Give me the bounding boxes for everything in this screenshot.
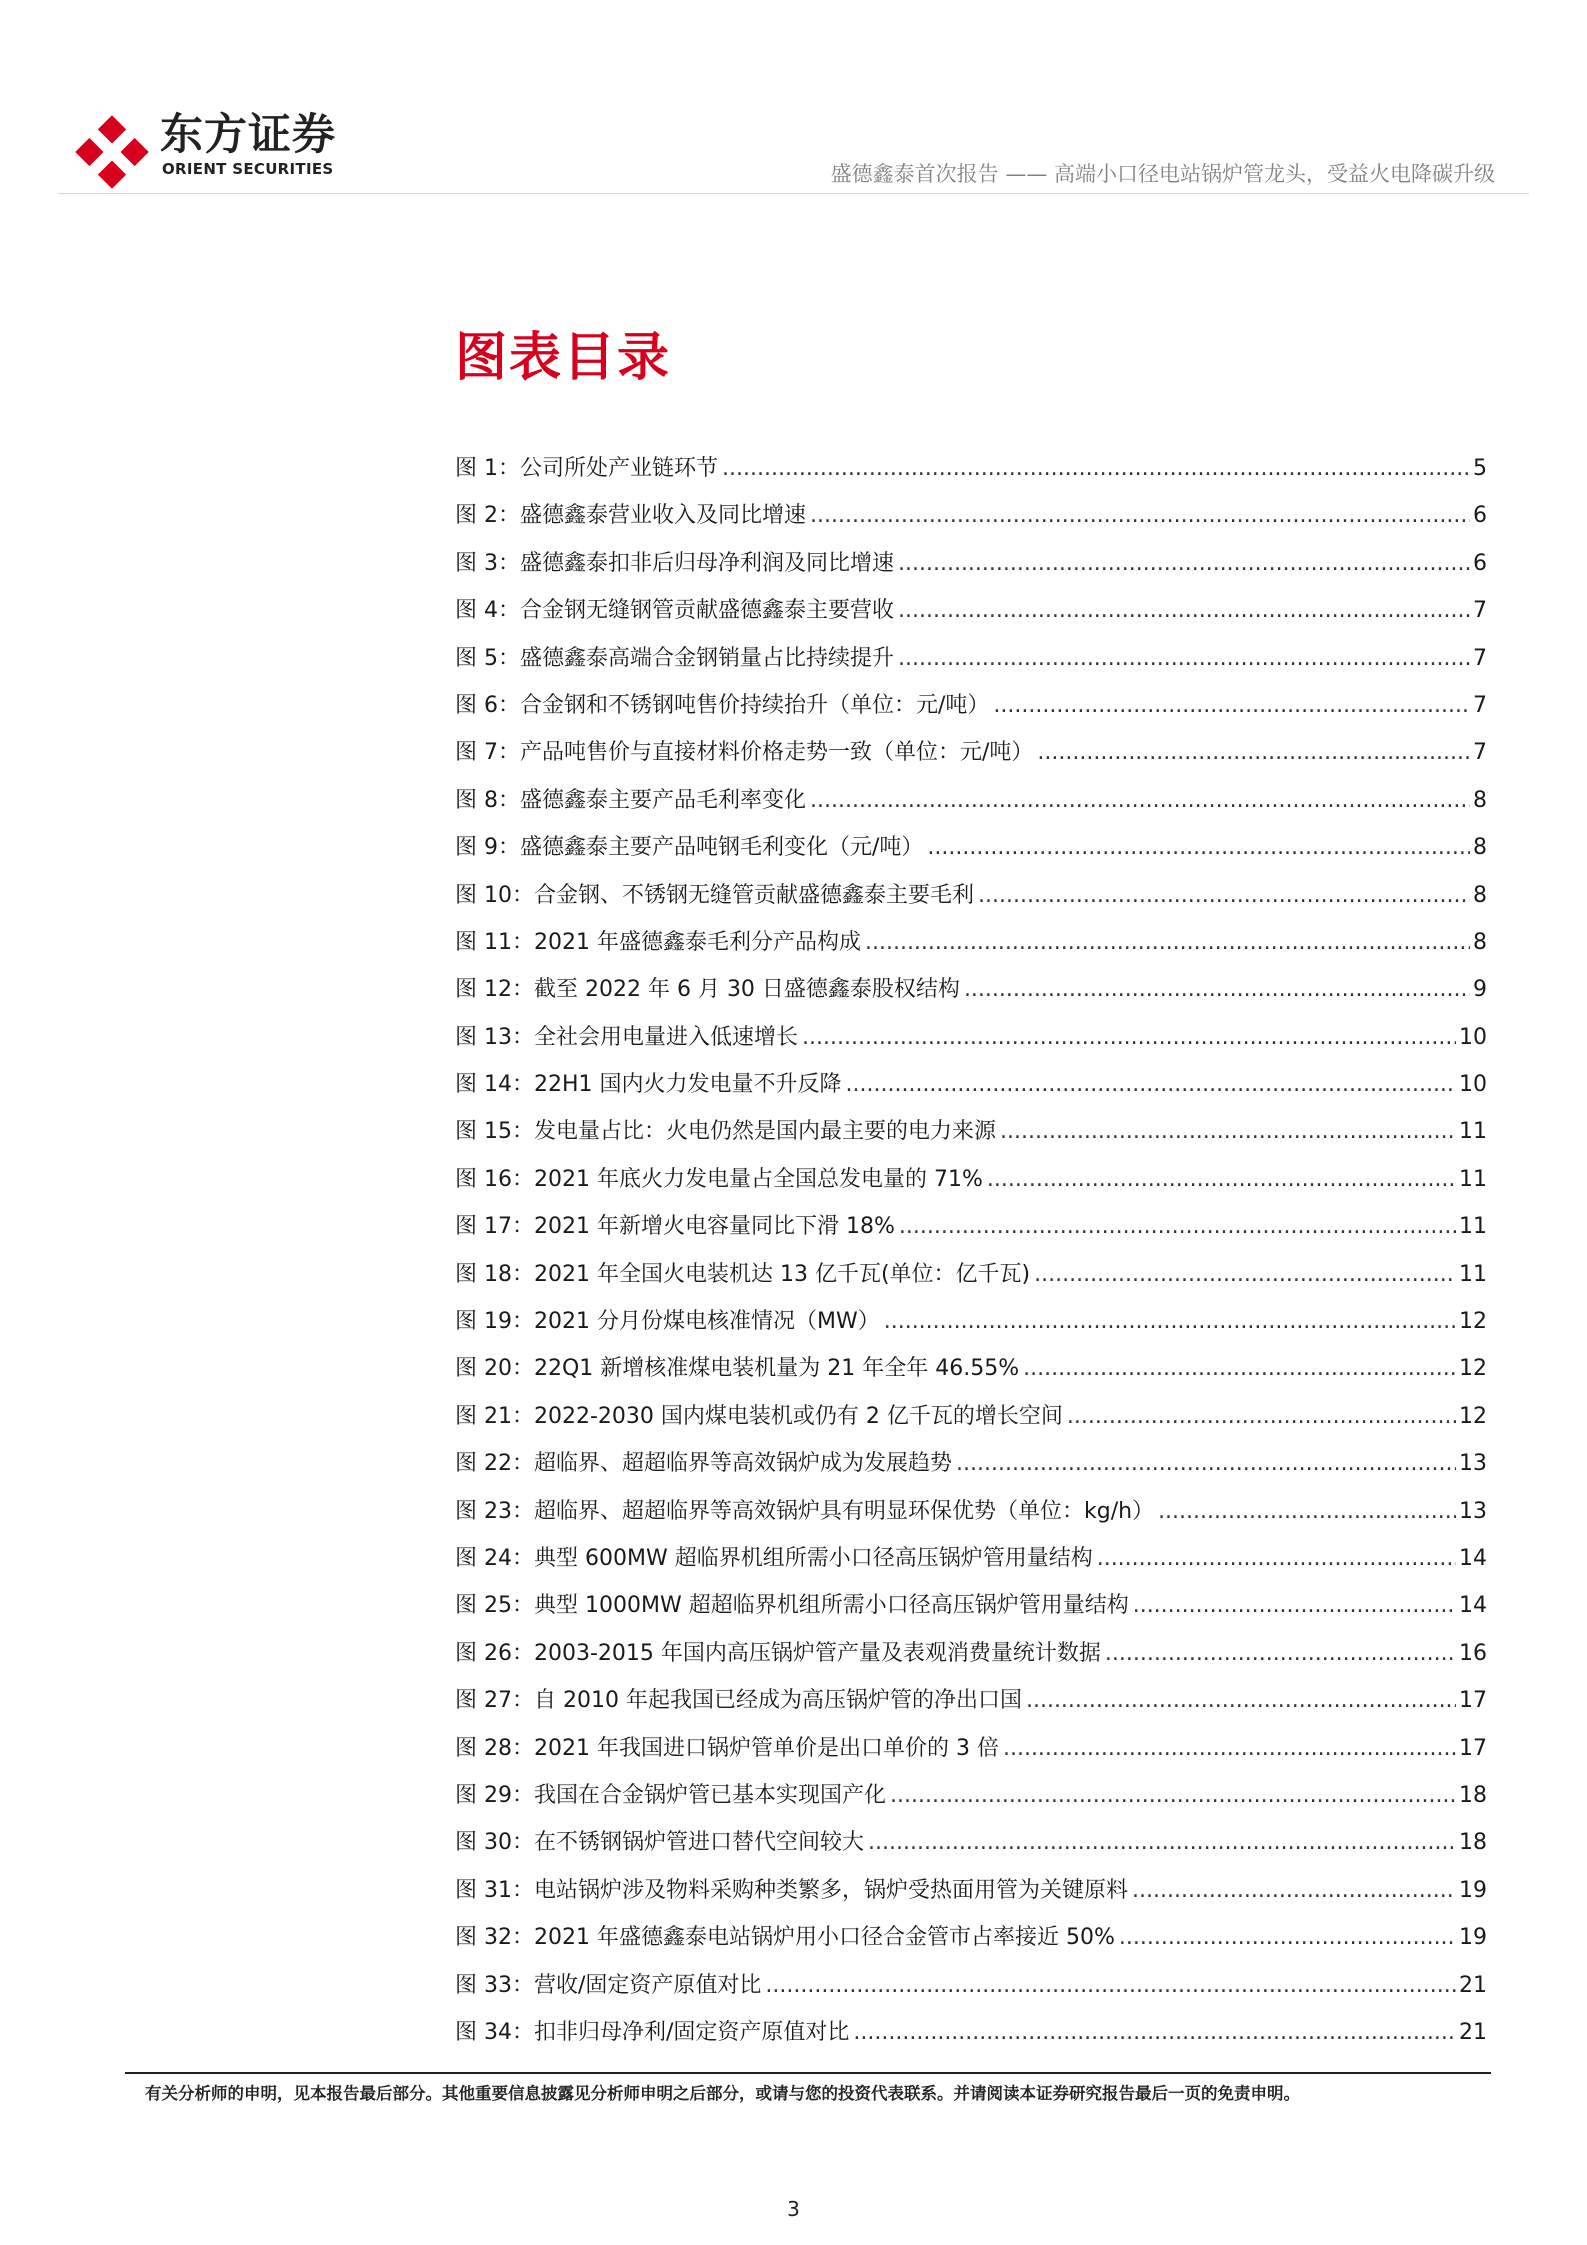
toc-entry[interactable] <box>455 1582 1487 1629</box>
toc-entry-page: 9 <box>1473 977 1487 1003</box>
toc-dot-leader <box>978 872 1470 919</box>
toc-entry[interactable] <box>455 540 1487 587</box>
toc-entry[interactable] <box>455 445 1487 492</box>
toc-entry[interactable] <box>455 1203 1487 1250</box>
toc-dot-leader <box>1158 1488 1456 1535</box>
toc-dot-leader <box>846 1061 1456 1108</box>
toc-entry-page: 8 <box>1473 787 1487 813</box>
toc-entry[interactable] <box>455 1488 1487 1535</box>
toc-dot-leader <box>898 540 1470 587</box>
toc-dot-leader <box>1097 1535 1456 1582</box>
toc-entry-label: 图 31：电站锅炉涉及物料采购种类繁多，锅炉受热面用管为关键原料 <box>455 1877 1128 1903</box>
toc-entry-page: 17 <box>1459 1735 1487 1761</box>
toc-entry[interactable] <box>455 1725 1487 1772</box>
toc-entry-page: 7 <box>1473 692 1487 718</box>
toc-entry-label: 图 24：典型 600MW 超临界机组所需小口径高压锅炉管用量结构 <box>455 1545 1093 1571</box>
toc-entry-label: 图 6：合金钢和不锈钢吨售价持续抬升（单位：元/吨） <box>455 692 990 718</box>
toc-entry-page: 21 <box>1459 2019 1487 2045</box>
toc-entry[interactable] <box>455 1298 1487 1345</box>
toc-entry-label: 图 29：我国在合金锅炉管已基本实现国产化 <box>455 1782 886 1808</box>
toc-entry-page: 7 <box>1473 598 1487 624</box>
toc-dot-leader <box>1034 1251 1456 1298</box>
toc-entry-label: 图 26：2003-2015 年国内高压锅炉管产量及表观消费量统计数据 <box>455 1640 1101 1666</box>
footer-divider <box>125 2072 1491 2074</box>
toc-entry[interactable] <box>455 492 1487 539</box>
toc-entry-label: 图 8：盛德鑫泰主要产品毛利率变化 <box>455 787 806 813</box>
toc-entry-label: 图 4：合金钢无缝钢管贡献盛德鑫泰主要营收 <box>455 598 894 624</box>
toc-entry-label: 图 32：2021 年盛德鑫泰电站锅炉用小口径合金管市占率接近 50% <box>455 1925 1115 1951</box>
toc-entry[interactable] <box>455 1393 1487 1440</box>
toc-entry-page: 10 <box>1459 1024 1487 1050</box>
toc-entry[interactable] <box>455 1108 1487 1155</box>
toc-entry-page: 11 <box>1459 1214 1487 1240</box>
toc-entry-page: 8 <box>1473 882 1487 908</box>
toc-entry[interactable] <box>455 1061 1487 1108</box>
toc-entry[interactable] <box>455 1345 1487 1392</box>
toc-entry-label: 图 7：产品吨售价与直接材料价格走势一致（单位：元/吨） <box>455 740 1034 766</box>
toc-dot-leader <box>964 966 1470 1013</box>
disclaimer-text: 有关分析师的申明，见本报告最后部分。其他重要信息披露见分析师申明之后部分，或请与您的投资代表联系。并请阅读本证券研究报告最后一页的免责申明。 <box>145 2084 1300 2103</box>
toc-entry-label: 图 18：2021 年全国火电装机达 13 亿千瓦(单位：亿千瓦) <box>455 1261 1031 1287</box>
toc-entry-label: 图 11：2021 年盛德鑫泰毛利分产品构成 <box>455 929 861 955</box>
toc-dot-leader <box>1119 1914 1456 1961</box>
toc-entry-label: 图 20：22Q1 新增核准煤电装机量为 21 年全年 46.55% <box>455 1356 1020 1382</box>
toc-entry[interactable] <box>455 966 1487 1013</box>
toc-entry-page: 8 <box>1473 929 1487 955</box>
toc-entry-label: 图 10：合金钢、不锈钢无缝管贡献盛德鑫泰主要毛利 <box>455 882 974 908</box>
toc-entry-label: 图 5：盛德鑫泰高端合金钢销量占比持续提升 <box>455 645 894 671</box>
toc-entry-page: 18 <box>1459 1830 1487 1856</box>
toc-dot-leader <box>890 1772 1456 1819</box>
toc-entry-page: 11 <box>1459 1119 1487 1145</box>
toc-entry-label: 图 30：在不锈钢锅炉管进口替代空间较大 <box>455 1830 864 1856</box>
toc-entry-page: 19 <box>1459 1877 1487 1903</box>
toc-entry-page: 11 <box>1459 1166 1487 1192</box>
orient-securities-logo-icon <box>72 112 152 192</box>
toc-entry-page: 5 <box>1473 456 1487 481</box>
toc-entry[interactable] <box>455 587 1487 634</box>
toc-dot-leader <box>868 1819 1456 1866</box>
toc-entry-label: 图 13：全社会用电量进入低速增长 <box>455 1024 798 1050</box>
toc-entry-page: 16 <box>1459 1640 1487 1666</box>
toc-entry-label: 图 23：超临界、超超临界等高效锅炉具有明显环保优势（单位：kg/h） <box>455 1498 1155 1524</box>
toc-entry-label: 图 21：2022-2030 国内煤电装机或仍有 2 亿千瓦的增长空间 <box>455 1403 1063 1429</box>
logo-chinese-name: 东方证券 <box>160 110 336 160</box>
report-header-title: 盛德鑫泰首次报告 —— 高端小口径电站锅炉管龙头，受益火电降碳升级 <box>830 162 1495 186</box>
toc-entry-label: 图 2：盛德鑫泰营业收入及同比增速 <box>455 503 806 529</box>
toc-entry-page: 21 <box>1459 1972 1487 1998</box>
toc-entry-page: 19 <box>1459 1925 1487 1951</box>
toc-entry-label: 图 15：发电量占比：火电仍然是国内最主要的电力来源 <box>455 1119 996 1145</box>
toc-entry[interactable] <box>455 635 1487 682</box>
toc-dot-leader <box>927 824 1470 871</box>
toc-entry-page: 7 <box>1473 645 1487 671</box>
toc-dot-leader <box>1133 1582 1456 1629</box>
toc-entry[interactable] <box>455 1630 1487 1677</box>
toc-entry-label: 图 1：公司所处产业链环节 <box>455 456 718 481</box>
toc-entry[interactable] <box>455 1914 1487 1961</box>
toc-entry-page: 10 <box>1459 1072 1487 1098</box>
toc-dot-leader <box>765 1962 1456 2009</box>
toc-dot-leader <box>722 445 1470 492</box>
toc-dot-leader <box>1067 1393 1456 1440</box>
toc-entry-label: 图 12：截至 2022 年 6 月 30 日盛德鑫泰股权结构 <box>455 977 960 1003</box>
toc-entry-page: 14 <box>1459 1593 1487 1619</box>
toc-entry[interactable] <box>455 1772 1487 1819</box>
toc-entry[interactable] <box>455 872 1487 919</box>
toc-dot-leader <box>810 492 1470 539</box>
toc-entry[interactable] <box>455 919 1487 966</box>
toc-dot-leader <box>956 1440 1456 1487</box>
toc-entry[interactable] <box>455 1251 1487 1298</box>
toc-dot-leader <box>987 1156 1456 1203</box>
toc-dot-leader <box>853 2009 1456 2056</box>
toc-dot-leader <box>899 1203 1456 1250</box>
toc-entry-page: 8 <box>1473 835 1487 861</box>
toc-entry-label: 图 17：2021 年新增火电容量同比下滑 18% <box>455 1214 895 1240</box>
table-of-figures <box>455 445 1487 2056</box>
toc-entry[interactable] <box>455 1867 1487 1914</box>
toc-dot-leader <box>898 587 1470 634</box>
toc-dot-leader <box>1023 1345 1456 1392</box>
toc-entry[interactable] <box>455 824 1487 871</box>
toc-entry-page: 7 <box>1473 740 1487 766</box>
toc-dot-leader <box>865 919 1470 966</box>
header-divider <box>58 193 1529 194</box>
toc-entry-page: 12 <box>1459 1309 1487 1335</box>
toc-entry-label: 图 14：22H1 国内火力发电量不升反降 <box>455 1072 842 1098</box>
toc-dot-leader <box>1026 1677 1456 1724</box>
toc-entry-label: 图 16：2021 年底火力发电量占全国总发电量的 71% <box>455 1166 983 1192</box>
toc-entry[interactable] <box>455 1962 1487 2009</box>
toc-entry[interactable] <box>455 1014 1487 1061</box>
toc-dot-leader <box>802 1014 1456 1061</box>
toc-entry[interactable] <box>455 1440 1487 1487</box>
toc-entry-label: 图 34：扣非归母净利/固定资产原值对比 <box>455 2019 850 2045</box>
logo-english-name: ORIENT SECURITIES <box>162 160 334 178</box>
toc-dot-leader <box>1003 1725 1456 1772</box>
toc-entry-label: 图 28：2021 年我国进口锅炉管单价是出口单价的 3 倍 <box>455 1735 999 1761</box>
toc-entry-label: 图 3：盛德鑫泰扣非后归母净利润及同比增速 <box>455 550 894 576</box>
toc-dot-leader <box>1000 1108 1456 1155</box>
toc-dot-leader <box>898 635 1470 682</box>
toc-entry-label: 图 33：营收/固定资产原值对比 <box>455 1972 762 1998</box>
toc-entry[interactable] <box>455 682 1487 729</box>
toc-entry[interactable] <box>455 1819 1487 1866</box>
toc-entry-label: 图 22：超临界、超超临界等高效锅炉成为发展趋势 <box>455 1451 952 1477</box>
toc-entry-page: 6 <box>1473 550 1487 576</box>
toc-entry-page: 11 <box>1459 1261 1487 1287</box>
toc-dot-leader <box>884 1298 1456 1345</box>
toc-entry-page: 14 <box>1459 1545 1487 1571</box>
toc-entry-label: 图 27：自 2010 年起我国已经成为高压锅炉管的净出口国 <box>455 1688 1022 1714</box>
toc-dot-leader <box>993 682 1470 729</box>
toc-entry[interactable] <box>455 729 1487 776</box>
toc-entry-page: 17 <box>1459 1688 1487 1714</box>
toc-entry-label: 图 25：典型 1000MW 超超临界机组所需小口径高压锅炉管用量结构 <box>455 1593 1129 1619</box>
toc-entry-label: 图 9：盛德鑫泰主要产品吨钢毛利变化（元/吨） <box>455 835 924 861</box>
toc-dot-leader <box>1132 1867 1456 1914</box>
toc-dot-leader <box>810 777 1470 824</box>
page-number: 3 <box>787 2197 800 2221</box>
toc-entry[interactable] <box>455 777 1487 824</box>
toc-entry-page: 18 <box>1459 1782 1487 1808</box>
toc-entry[interactable] <box>455 1156 1487 1203</box>
toc-entry[interactable] <box>455 2009 1487 2056</box>
toc-dot-leader <box>1105 1630 1456 1677</box>
toc-entry-page: 6 <box>1473 503 1487 529</box>
toc-entry-page: 13 <box>1459 1451 1487 1477</box>
page-title: 图表目录 <box>455 328 672 388</box>
toc-entry[interactable] <box>455 1535 1487 1582</box>
toc-entry-page: 12 <box>1459 1356 1487 1382</box>
toc-entry[interactable] <box>455 1677 1487 1724</box>
toc-entry-page: 12 <box>1459 1403 1487 1429</box>
toc-entry-page: 13 <box>1459 1498 1487 1524</box>
toc-entry-label: 图 19：2021 分月份煤电核准情况（MW） <box>455 1309 880 1335</box>
toc-dot-leader <box>1037 729 1470 776</box>
